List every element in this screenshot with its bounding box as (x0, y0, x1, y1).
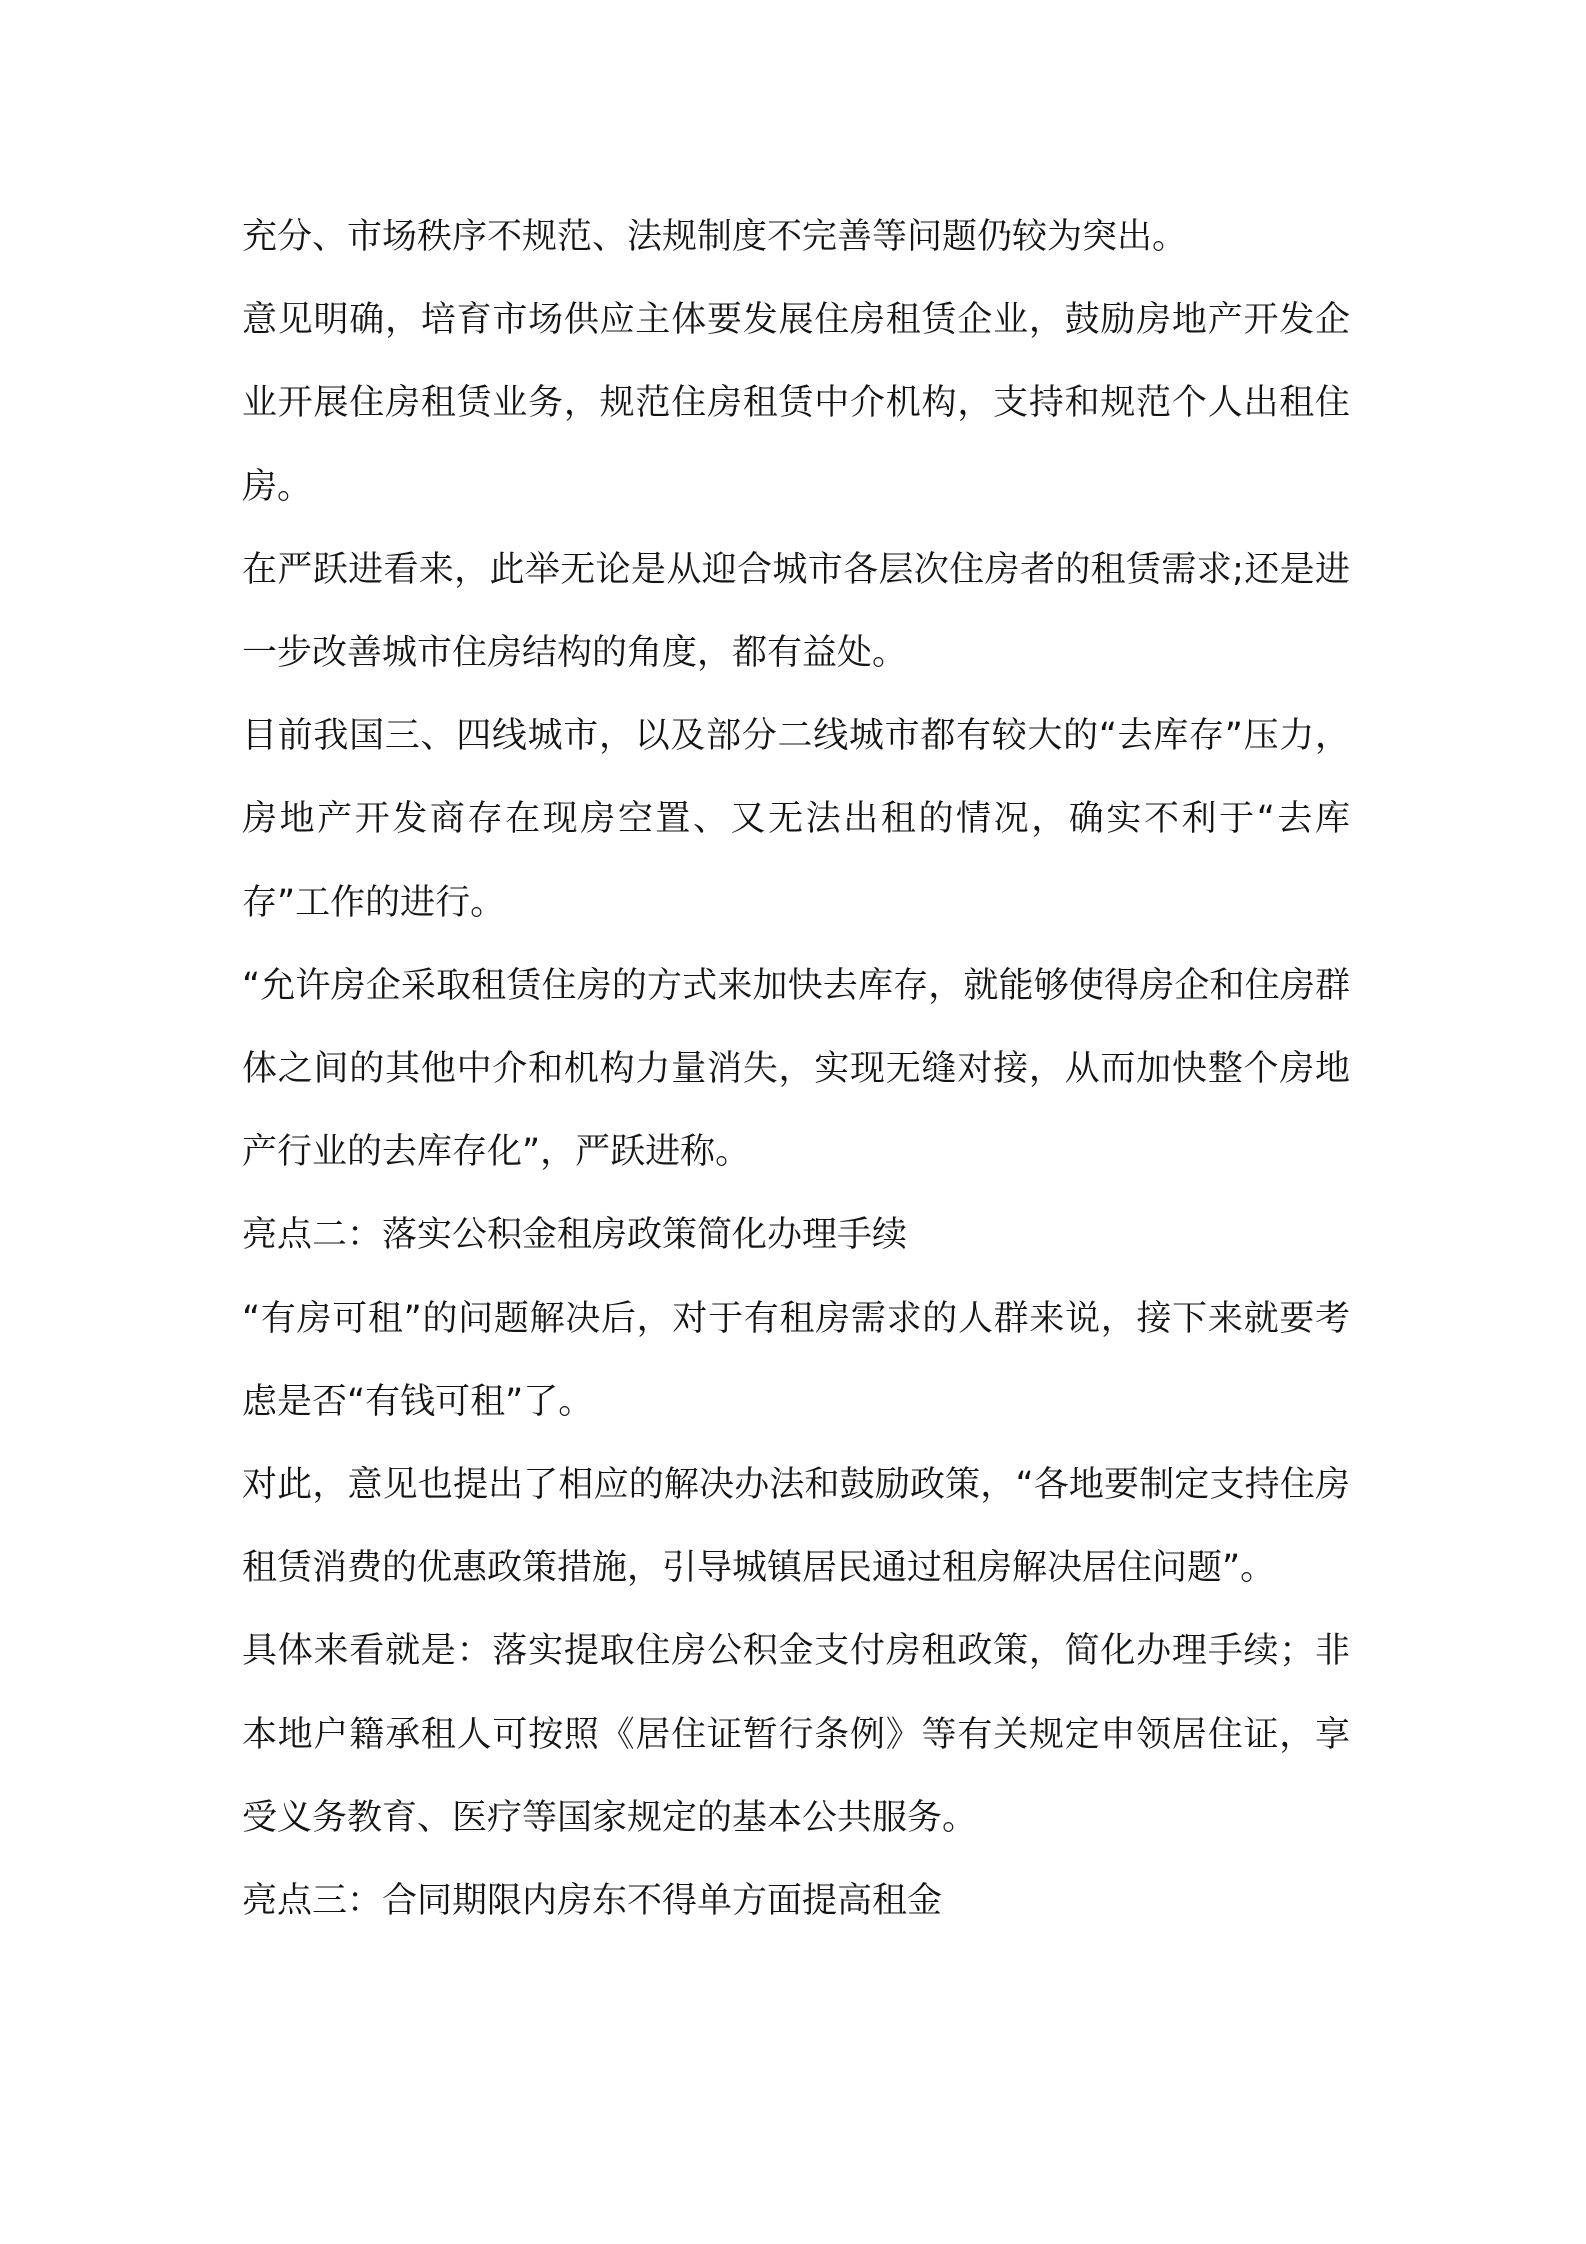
paragraph-3: 在严跃进看来，此举无论是从迎合城市各层次住房者的租赁需求;还是进一步改善城市住房结构的角度，都有益处。 (242, 549, 1350, 674)
article-body (242, 196, 1350, 1943)
paragraph-4: 目前我国三、四线城市，以及部分二线城市都有较大的“去库存”压力，房地产开发商存在现房空置、又无法出租的情况，确实不利于“去库存”工作的进行。 (242, 716, 1350, 923)
paragraph-7: 对此，意见也提出了相应的解决办法和鼓励政策，“各地要制定支持住房租赁消费的优惠政策措施，引导城镇居民通过租房解决居住问题”。 (242, 1465, 1350, 1589)
paragraph-8: 具体来看就是：落实提取住房公积金支付房租政策，简化办理手续；非本地户籍承租人可按照《居住证暂行条例》等有关规定申领居住证，享受义务教育、医疗等国家规定的基本公共服务。 (242, 1631, 1350, 1838)
section-heading-highlight-2: 亮点二：落实公积金租房政策简化办理手续 (242, 1215, 908, 1256)
paragraph-1: 充分、市场秩序不规范、法规制度不完善等问题仍较为突出。 (242, 217, 1188, 257)
section-heading-highlight-3: 亮点三：合同期限内房东不得单方面提高租金 (242, 1881, 943, 1922)
paragraph-5: “允许房企采取租赁住房的方式来加快去库存，就能够使得房企和住房群体之间的其他中介和机构力量消失，实现无缝对接，从而加快整个房地产行业的去库存化”，严跃进称。 (242, 965, 1350, 1173)
paragraph-2: 意见明确，培育市场供应主体要发展住房租赁企业，鼓励房地产开发企业开展住房租赁业务，规范住房租赁中介机构，支持和规范个人出租住房。 (242, 300, 1350, 507)
paragraph-6: “有房可租”的问题解决后，对于有租房需求的人群来说，接下来就要考虑是否“有钱可租”了。 (242, 1298, 1350, 1422)
